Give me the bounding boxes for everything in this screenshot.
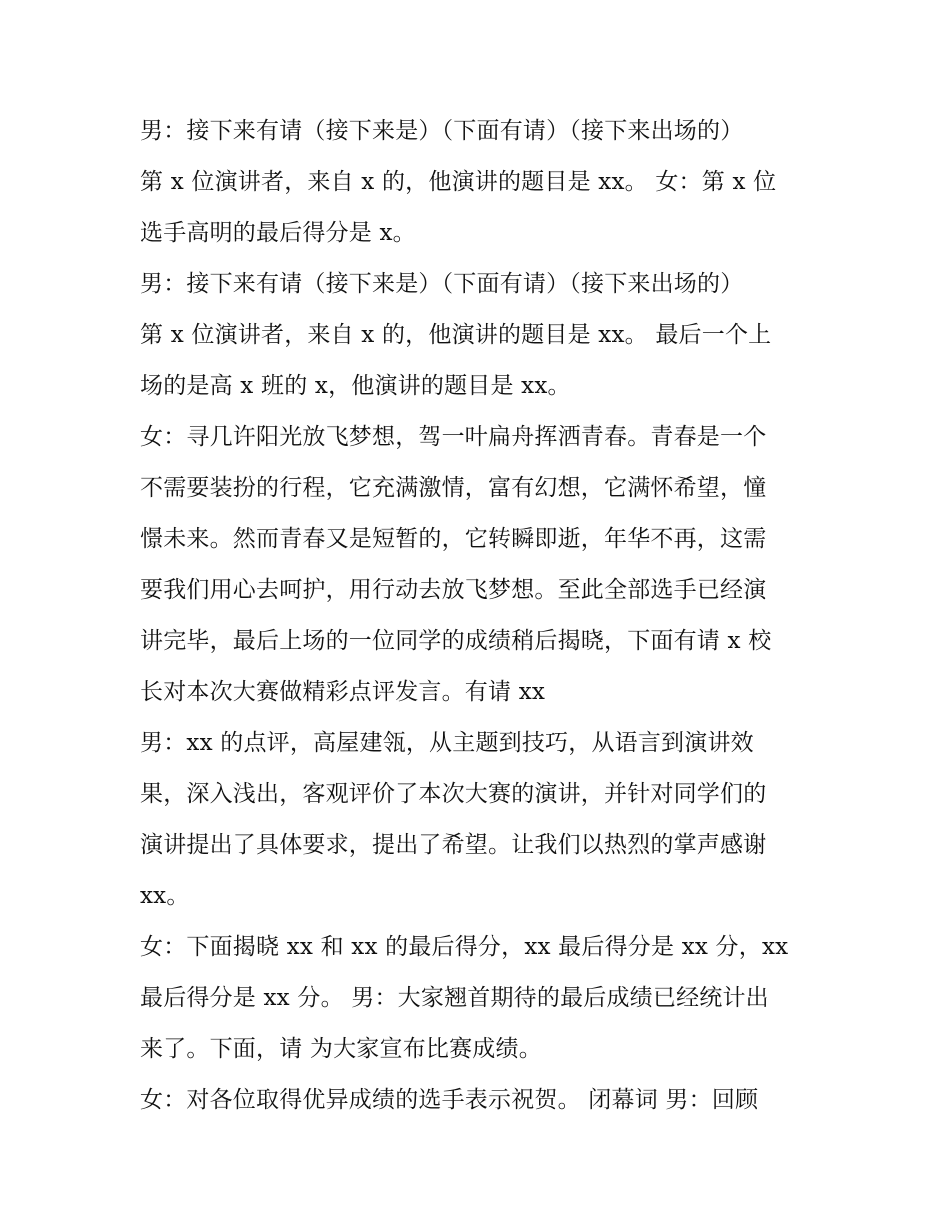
- text-line: 选手高明的最后得分是 x。: [140, 220, 416, 246]
- text-line: 演讲提出了具体要求，提出了希望。让我们以热烈的掌声感谢: [140, 832, 767, 858]
- text-line: 第 x 位演讲者，来自 x 的，他演讲的题目是 xx。 最后一个上: [140, 322, 772, 348]
- text-line: 讲完毕，最后上场的一位同学的成绩稍后揭晓，下面有请 x 校: [140, 628, 772, 654]
- text-line: 要我们用心去呵护，用行动去放飞梦想。至此全部选手已经演: [140, 577, 767, 603]
- text-line: 第 x 位演讲者，来自 x 的，他演讲的题目是 xx。 女：第 x 位: [140, 169, 777, 195]
- text-line: xx。: [140, 883, 190, 909]
- text-line: 场的是高 x 班的 x，他演讲的题目是 xx。: [140, 373, 571, 399]
- text-line: 不需要装扮的行程，它充满激情，富有幻想，它满怀希望，憧: [140, 475, 767, 501]
- text-line: 男：接下来有请（接下来是）（下面有请）（接下来出场的）: [140, 118, 744, 144]
- text-line: 来了。下面，请 为大家宣布比赛成绩。: [140, 1036, 542, 1062]
- text-line: 男：xx 的点评，高屋建瓴，从主题到技巧，从语言到演讲效: [140, 730, 754, 756]
- text-line: 女：下面揭晓 xx 和 xx 的最后得分，xx 最后得分是 xx 分，xx: [140, 934, 789, 960]
- text-line: 果，深入浅出，客观评价了本次大赛的演讲，并针对同学们的: [140, 781, 767, 807]
- text-line: 长对本次大赛做精彩点评发言。有请 xx: [140, 679, 546, 705]
- text-line: 憬未来。然而青春又是短暂的，它转瞬即逝，年华不再，这需: [140, 526, 767, 552]
- document-body: [140, 106, 820, 1126]
- text-line: 女：对各位取得优异成绩的选手表示祝贺。 闭幕词 男：回顾: [140, 1087, 759, 1113]
- text-line: 男：接下来有请（接下来是）（下面有请）（接下来出场的）: [140, 271, 744, 297]
- text-line: 女：寻几许阳光放飞梦想，驾一叶扁舟挥洒青春。青春是一个: [140, 424, 767, 450]
- text-line: 最后得分是 xx 分。 男：大家翘首期待的最后成绩已经统计出: [140, 985, 769, 1011]
